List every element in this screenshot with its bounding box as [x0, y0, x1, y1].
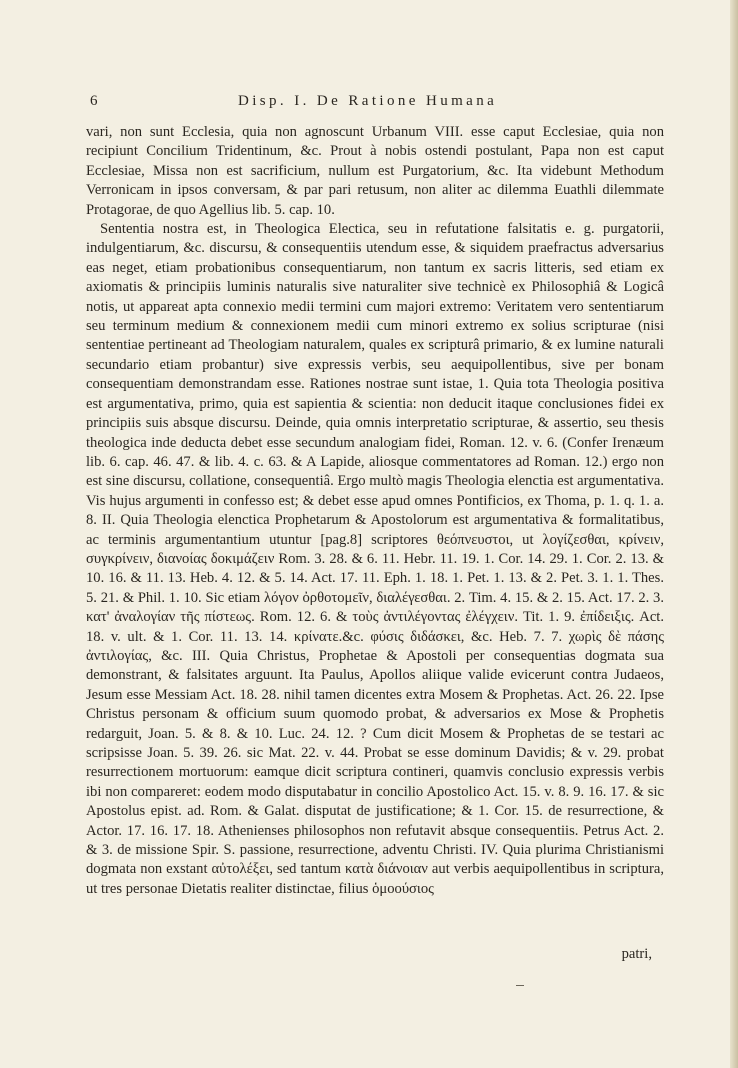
page-number: 6: [90, 93, 98, 109]
catchword: patri,: [621, 946, 652, 962]
bottom-mark: [516, 985, 524, 986]
page-header: [90, 93, 650, 115]
body-text: [86, 123, 664, 899]
paragraph-2: Sententia nostra est, in Theologica Electica, seu in refutatione falsitatis e. g. purgatorii, indulgentiarum, &c. discursu, & consequentiis utendum esse, & siquidem praefractus adversarius eas neget, etiam probationibus consequentiarum, non tantum ex sacris litteris, sed etiam ex axiomatis & principiis luminis naturalis sive naturaliter sive technicè ex Philosophiâ & Logicâ notis, ut appareat apta connexio medii termini cum majori extremo: Veritatem vero sententiarum seu terminum medium & connexionem medii cum minori extremo ex solius scripturae (nisi sententiae pertineant ad Theologiam naturalem, quales ex scripturâ primario, & ex lumine naturali secundario etiam probantur) sive expressis verbis, seu aequipollentibus, sive per bonam consequentiam demonstrandam esse. Rationes nostrae sunt istae, 1. Quia tota Theologia positiva est argumentativa, primo, quia est sapientia & scientia: non deducit itaque conclusiones fidei ex principiis suis absque discursu. Deinde, quia omnis interpretatio scripturae, & assertio, seu thesis theologica inde deducta debet esse secundum analogiam fidei, Roman. 12. v. 6. (Confer Irenæum lib. 6. cap. 46. 47. & lib. 4. c. 63. & A Lapide, aliosque commentatores ad Roman. 12.) ergo non est sine discursu, collatione, consequentiâ. Ergo multò magis Theologia elenctia est argumentativa. Vis hujus argumenti in confesso est; & debet esse apud omnes Pontificios, ex Thoma, p. 1. q. 1. a. 8. II. Quia Theologia elenctica Prophetarum & Apostolorum est argumentativa & formalitatibus, ac terminis argumentantium utuntur [pag.8] scriptores θεόπνευστοι, ut λογίζεσθαι, κρίνειν, συγκρίνειν, διανοίας δοκιμάζειν Rom. 3. 28. & 6. 11. Hebr. 11. 19. 1. Cor. 14. 29. 1. Cor. 2. 13. & 10. 16. & 11. 13. Heb. 4. 12. & 5. 14. Act. 17. 11. Eph. 1. 18. 1. Pet. 1. 13. & 2. Pet. 3. 1. 1. Thes. 5. 21. & Phil. 1. 10. Sic etiam λόγον ὀρθοτομεῖν, διαλέγεσθαι. 2. Tim. 4. 15. & 2. 15. Act. 17. 2. 3. κατ' ἀναλογίαν τῆς πίστεως. Rom. 12. 6. & τοὺς ἀντιλέγοντας ἐλέγχειν. Tit. 1. 9. ἐπίδειξις. Act. 18. v. ult. & 1. Cor. 11. 13. 14. κρίνατε.&c. φύσις διδάσκει, &c. Heb. 7. 7. χωρὶς δὲ πάσης ἀντιλογίας, &c. III. Quia Christus, Prophetae & Apostoli per consequentias dogmata sua demonstrant, & falsitates arguunt. Ita Paulus, Apollos aliique valide evicerunt contra Judaeos, Jesum esse Messiam Act. 18. 28. nihil tamen dicentes extra Mosem & Prophetas. Act. 26. 22. Ipse Christus personam & officium suum quomodo probat, & adversarios ex Mose & Prophetis redarguit, Joan. 5. & 8. & 10. Luc. 24. 12. ? Cum dicit Mosem & Prophetas de se testari ac scripsisse Joan. 5. 39. 26. sic Mat. 22. v. 44. Probat se esse dominum Davidis; & v. 29. probat resurrectionem mortuorum: eamque dicit scriptura contineri, quamvis conclusio expressis verbis ibi non compareret: eodem modo disputabatur in concilio Apostolico Act. 15. v. 8. 9. 16. 17. & sic Apostolus epist. ad. Rom. & Galat. disputat de justificatione; & 1. Cor. 15. de resurrectione, & Actor. 17. 16. 17. 18. Athenienses philosophos non refutavit absque consequentiis. Petrus Act. 2. & 3. de missione Spir. S. passione, resurrectione, adventu Christi. IV. Quia plurima Christianismi dogmata non exstant αὐτολέξει, sed tantum κατὰ διάνοιαν aut verbis aequipollentibus in scriptura, ut tres personae Dietatis realiter distinctae, filius ὁμοούσιος: [86, 221, 664, 897]
paragraph-1: vari, non sunt Ecclesia, quia non agnoscunt Urbanum VIII. esse caput Ecclesiae, quia non recipiunt Concilium Tridentinum, &c. Prout à nobis ostendi postulant, Papa non est caput Ecclesiae, Missa non est sacrificium, nullum est Purgatorium, &c. Ita videbunt Methodum Verronicam in ipsos conversam, & par pari retusum, non aliter ac dilemma Euathli dilemmate Protagorae, de quo Agellius lib. 5. cap. 10.: [86, 124, 664, 218]
running-head: Disp. I. De Ratione Humana: [238, 93, 498, 109]
page-edge: [730, 0, 738, 1068]
